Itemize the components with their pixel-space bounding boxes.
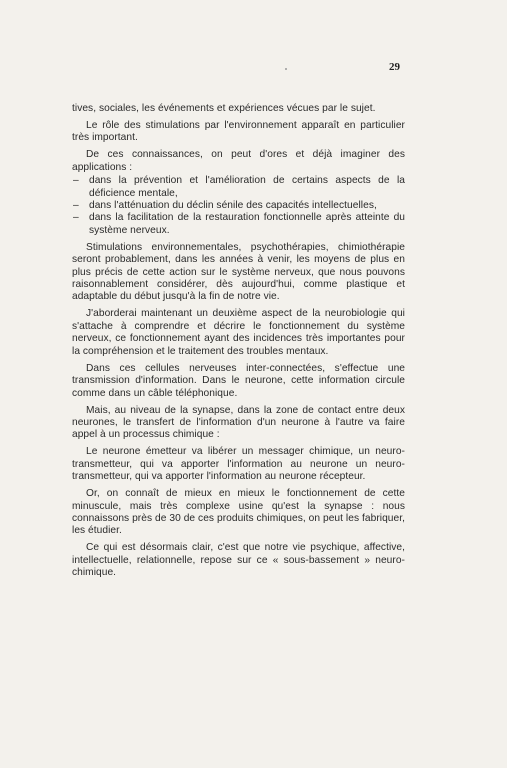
paragraph: Or, on connaît de mieux en mieux le fonctionnement de cette minuscule, mais très complexe usine qu'est la synapse : nous connaissons près de 30 de ces produits chimiques, on peut les fabriquer, les étudier. xyxy=(72,488,405,537)
paragraph: Stimulations environnementales, psychothérapies, chimiothérapie seront probablement, dans les années à venir, les moyens de plus en plus précis de cette action sur le système nerveux, que nous pouvons raisonnablement considérer, dès aujourd'hui, comme plastique et adaptable du début jusqu'à la fin de notre vie. xyxy=(72,241,405,303)
dash-bullet: – xyxy=(73,200,79,212)
paragraph: Dans ces cellules nerveuses inter-connectées, s'effectue une transmission d'information. Dans le neurone, cette information circule comme dans un câble téléphonique. xyxy=(72,362,405,399)
body-text xyxy=(72,103,405,584)
paragraph: Ce qui est désormais clair, c'est que notre vie psychique, affective, intellectuelle, relationnelle, repose sur ce « sous-bassement » neuro-chimique. xyxy=(72,542,405,579)
list-item: – dans l'atténuation du déclin sénile des capacités intellectuelles, xyxy=(73,200,377,212)
dash-bullet: – xyxy=(73,212,79,224)
list-item: – dans la prévention et l'amélioration de certains aspects de la déficience mentale, xyxy=(73,175,405,199)
page-number: 29 xyxy=(389,61,400,73)
applications-list xyxy=(72,175,405,237)
dash-bullet: – xyxy=(73,175,79,187)
paragraph: Le rôle des stimulations par l'environnement apparaît en particulier très important. xyxy=(72,120,405,144)
list-item: – dans la facilitation de la restauration fonctionnelle après atteinte du système nerveux. xyxy=(73,212,405,236)
paragraph: J'aborderai maintenant un deuxième aspect de la neurobiologie qui s'attache à comprendre et décrire le fonctionnement du système nerveux, ce fonctionnement ayant des incidences très importantes pour la compréhension et le traitement des troubles mentaux. xyxy=(72,308,405,357)
paragraph: Mais, au niveau de la synapse, dans la zone de contact entre deux neurones, le transfert de l'information d'un neurone à l'autre va faire appel à un processus chimique : xyxy=(72,404,405,441)
paragraph: De ces connaissances, on peut d'ores et déjà imaginer des applications : xyxy=(72,149,405,173)
paragraph: Le neurone émetteur va libérer un messager chimique, un neuro-transmetteur, qui va apporter l'information au neurone un neuro-transmetteur, qui va apporter l'information au neurone récepteur. xyxy=(72,446,405,483)
paragraph: tives, sociales, les événements et expériences vécues par le sujet. xyxy=(72,103,376,114)
paper-speck xyxy=(285,68,287,70)
